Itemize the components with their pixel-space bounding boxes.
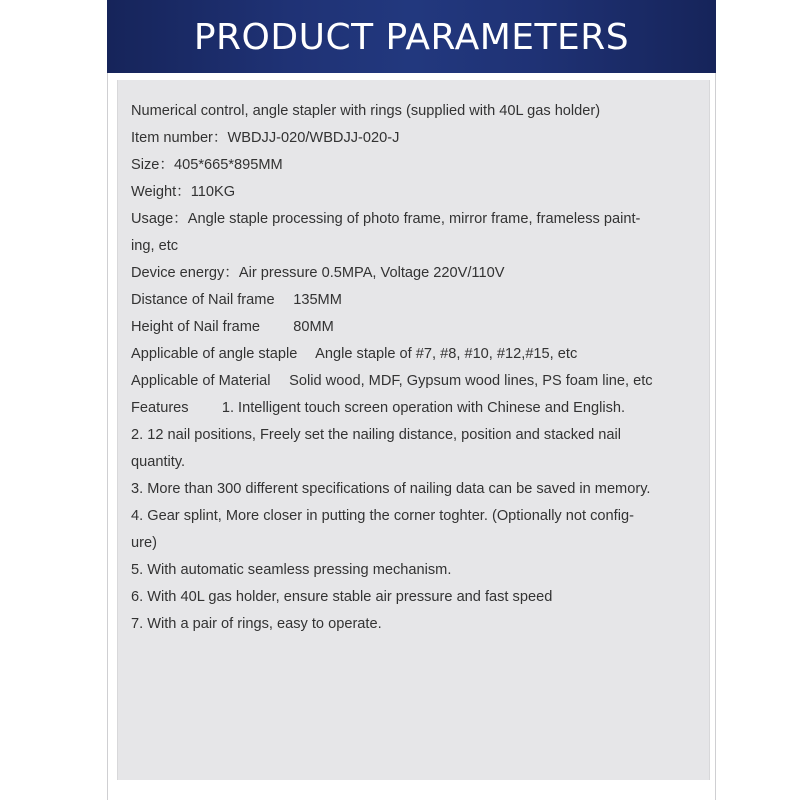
parameter-line: Item number：WBDJJ-020/WBDJJ-020-J	[131, 130, 400, 146]
parameter-line: Device energy：Air pressure 0.5MPA, Voltage 220V/110V	[131, 265, 505, 281]
card-right-edge	[715, 73, 716, 800]
parameter-line: Applicable of Material Solid wood, MDF, Gypsum wood lines, PS foam line, etc	[131, 373, 653, 389]
parameter-line: 6. With 40L gas holder, ensure stable air pressure and fast speed	[131, 589, 553, 605]
parameters-panel	[117, 80, 710, 780]
page-title: PRODUCT PARAMETERS	[193, 17, 630, 58]
parameter-line: Size：405*665*895MM	[131, 157, 283, 173]
parameters-list	[131, 98, 701, 638]
parameter-line: ure)	[131, 535, 157, 551]
parameter-line: 3. More than 300 different specifications of nailing data can be saved in memory.	[131, 481, 651, 497]
parameter-line: 5. With automatic seamless pressing mechanism.	[131, 562, 452, 578]
parameter-line: 7. With a pair of rings, easy to operate.	[131, 616, 382, 632]
parameter-line: Usage：Angle staple processing of photo frame, mirror frame, frameless paint-	[131, 211, 641, 227]
card-left-edge	[107, 73, 108, 800]
parameter-line: quantity.	[131, 454, 186, 470]
parameter-line: Height of Nail frame 80MM	[131, 319, 334, 335]
parameter-line: Weight：110KG	[131, 184, 236, 200]
parameter-line: Features 1. Intelligent touch screen operation with Chinese and English.	[131, 400, 626, 416]
parameter-line: Distance of Nail frame 135MM	[131, 292, 342, 308]
header-banner	[107, 0, 716, 73]
parameter-line: Numerical control, angle stapler with rings (supplied with 40L gas holder)	[131, 103, 601, 119]
parameter-line: ing, etc	[131, 238, 179, 254]
parameter-line: 2. 12 nail positions, Freely set the nailing distance, position and stacked nail	[131, 427, 621, 443]
product-parameters-card	[107, 0, 716, 800]
parameter-line: Applicable of angle staple Angle staple of #7, #8, #10, #12,#15, etc	[131, 346, 578, 362]
parameter-line: 4. Gear splint, More closer in putting the corner toghter. (Optionally not config-	[131, 508, 634, 524]
